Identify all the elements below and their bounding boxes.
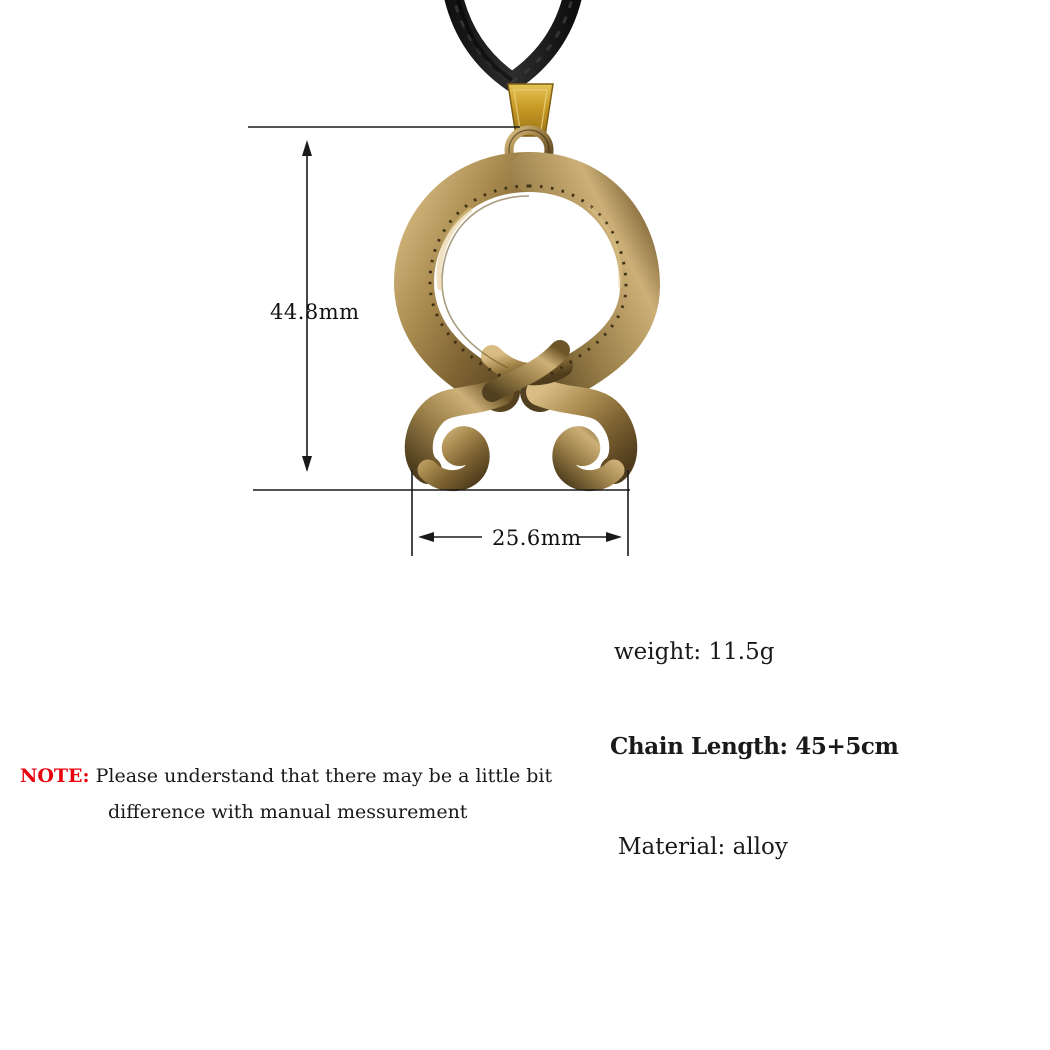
- spec-chain-length: Chain Length: 45+5cm: [610, 733, 899, 760]
- note-block: [20, 758, 580, 830]
- height-dimension-label: 44.8mm: [270, 300, 360, 324]
- note-line-2: difference with manual messurement: [108, 801, 468, 823]
- note-label: NOTE:: [20, 765, 90, 787]
- note-line-1: Please understand that there may be a little bit: [95, 765, 553, 787]
- cord-group: [452, 0, 574, 82]
- width-dimension-label: 25.6mm: [492, 526, 582, 550]
- spec-material: Material: alloy: [618, 834, 788, 860]
- spec-weight: weight: 11.5g: [614, 639, 775, 665]
- pendant-body: [414, 172, 640, 481]
